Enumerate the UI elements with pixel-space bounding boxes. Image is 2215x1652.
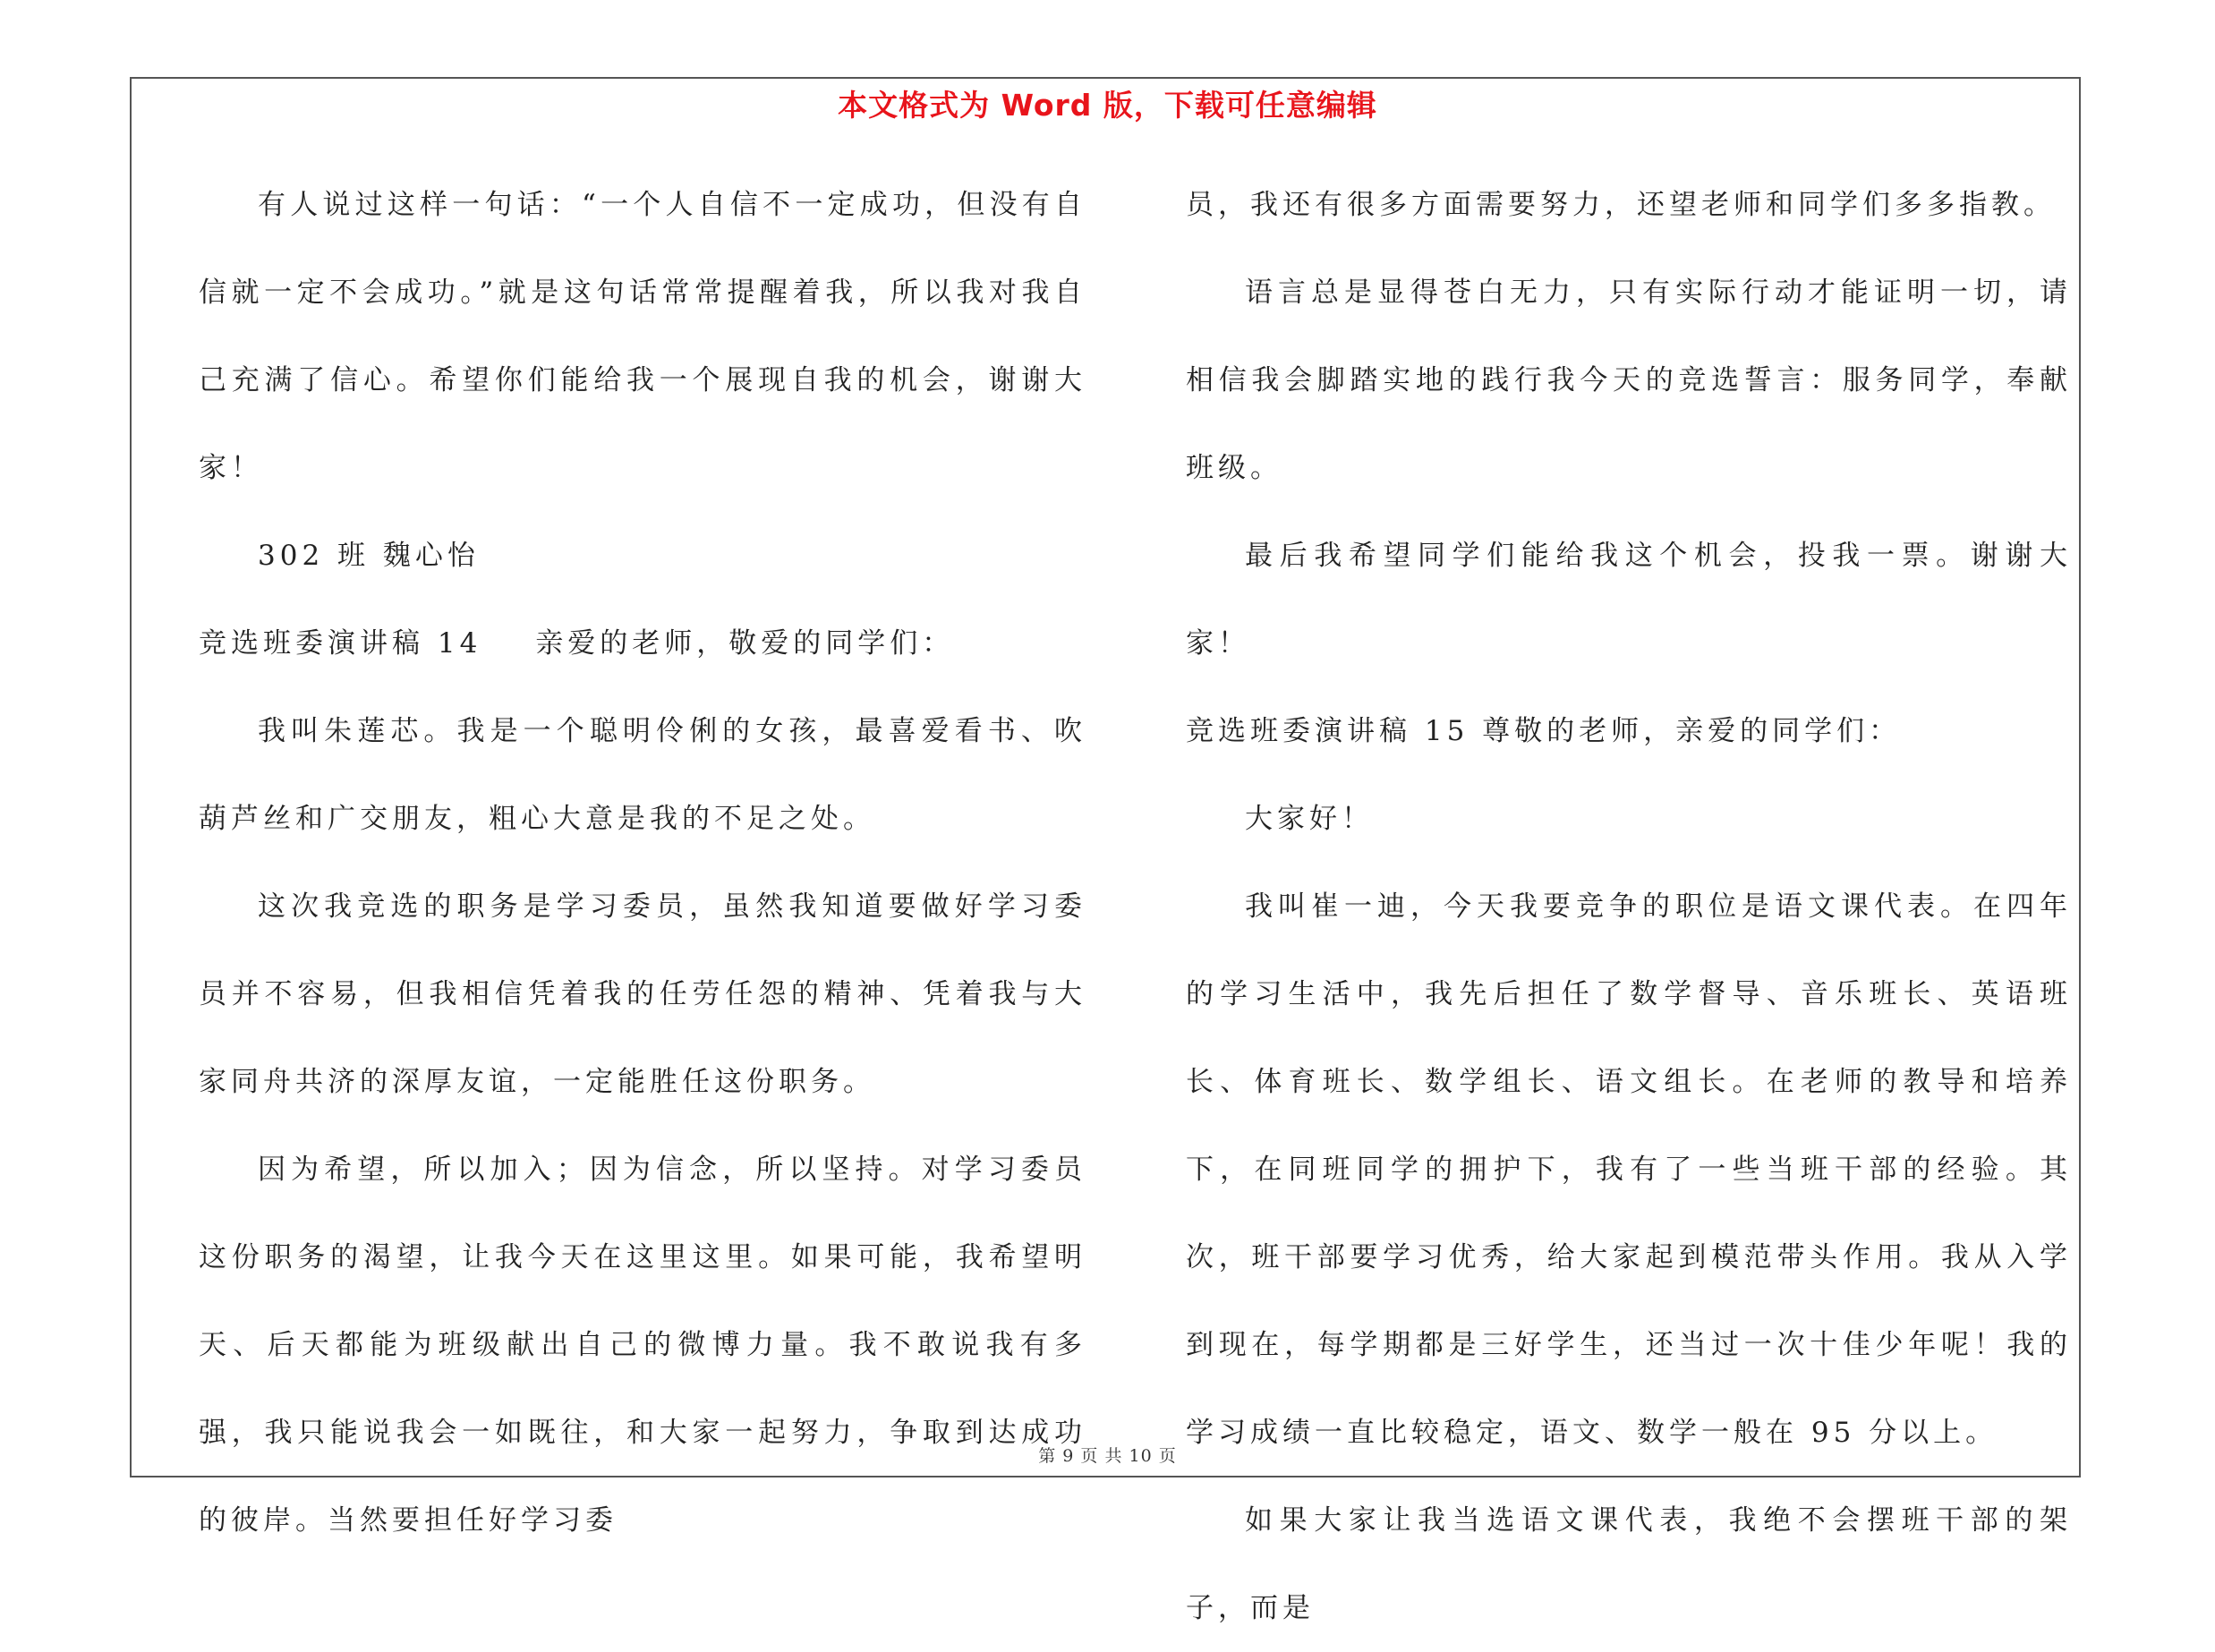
greeting: 亲爱的老师，敬爱的同学们： (535, 627, 955, 660)
banner-title: 本文格式为 Word 版，下载可任意编辑 (838, 88, 1377, 123)
paragraph: 如果大家让我当选语文课代表，我绝不会摆班干部的架子，而是 (1186, 1504, 2072, 1624)
paragraph: 我叫崔一迪，今天我要竞争的职位是语文课代表。在四年的学习生活中，我先后担任了数学督导、音乐班长、英语班长、体育班长、数学组长、语文组长。在老师的教导和培养下，在同班同学的拥护下，我有了一些当班干部的经验。其次，班干部要学习优秀，给大家起到模范带头作用。我从入学到现在，每学期都是三好学生，还当过一次十佳少年呢！我的学习成绩一直比较稳定，语文、数学一般在 95 分以上。 (1186, 890, 2072, 1449)
paragraph: 语言总是显得苍白无力，只有实际行动才能证明一切，请相信我会脚踏实地的践行我今天的竞选誓言：服务同学，奉献班级。 (1186, 277, 2072, 484)
speech-title-14 (199, 600, 1086, 687)
paragraph: 员，我还有很多方面需要努力，还望老师和同学们多多指教。 (1186, 189, 2056, 221)
speech-title: 竞选班委演讲稿 14 (199, 627, 482, 660)
right-column (1186, 161, 2081, 1652)
paragraph: 大家好！ (1245, 803, 1374, 835)
speech-title-15: 竞选班委演讲稿 15 尊敬的老师，亲爱的同学们： (1186, 715, 1902, 747)
page-number-footer: 第 9 页 共 10 页 (1038, 1446, 1177, 1466)
paragraph: 因为希望，所以加入；因为信念，所以坚持。对学习委员这份职务的渴望，让我今天在这里这里。如果可能，我希望明天、后天都能为班级献出自己的微博力量。我不敢说我有多强，我只能说我会一如既往，和大家一起努力，争取到达成功的彼岸。当然要担任好学习委 (199, 1154, 1086, 1537)
paragraph: 最后我希望同学们能给我这个机会，投我一票。谢谢大家！ (1186, 540, 2072, 660)
paragraph: 有人说过这样一句话：“一个人自信不一定成功，但没有自信就一定不会成功。”就是这句话常常提醒着我，所以我对我自己充满了信心。希望你们能给我一个展现自我的机会，谢谢大家！ (199, 189, 1086, 484)
left-column (199, 161, 1094, 1564)
signature: 302 班 魏心怡 (258, 540, 480, 572)
paragraph: 这次我竞选的职务是学习委员，虽然我知道要做好学习委员并不容易，但我相信凭着我的任劳任怨的精神、凭着我与大家同舟共济的深厚友谊，一定能胜任这份职务。 (199, 890, 1086, 1098)
paragraph: 我叫朱莲芯。我是一个聪明伶俐的女孩，最喜爱看书、吹葫芦丝和广交朋友，粗心大意是我的不足之处。 (199, 715, 1086, 835)
